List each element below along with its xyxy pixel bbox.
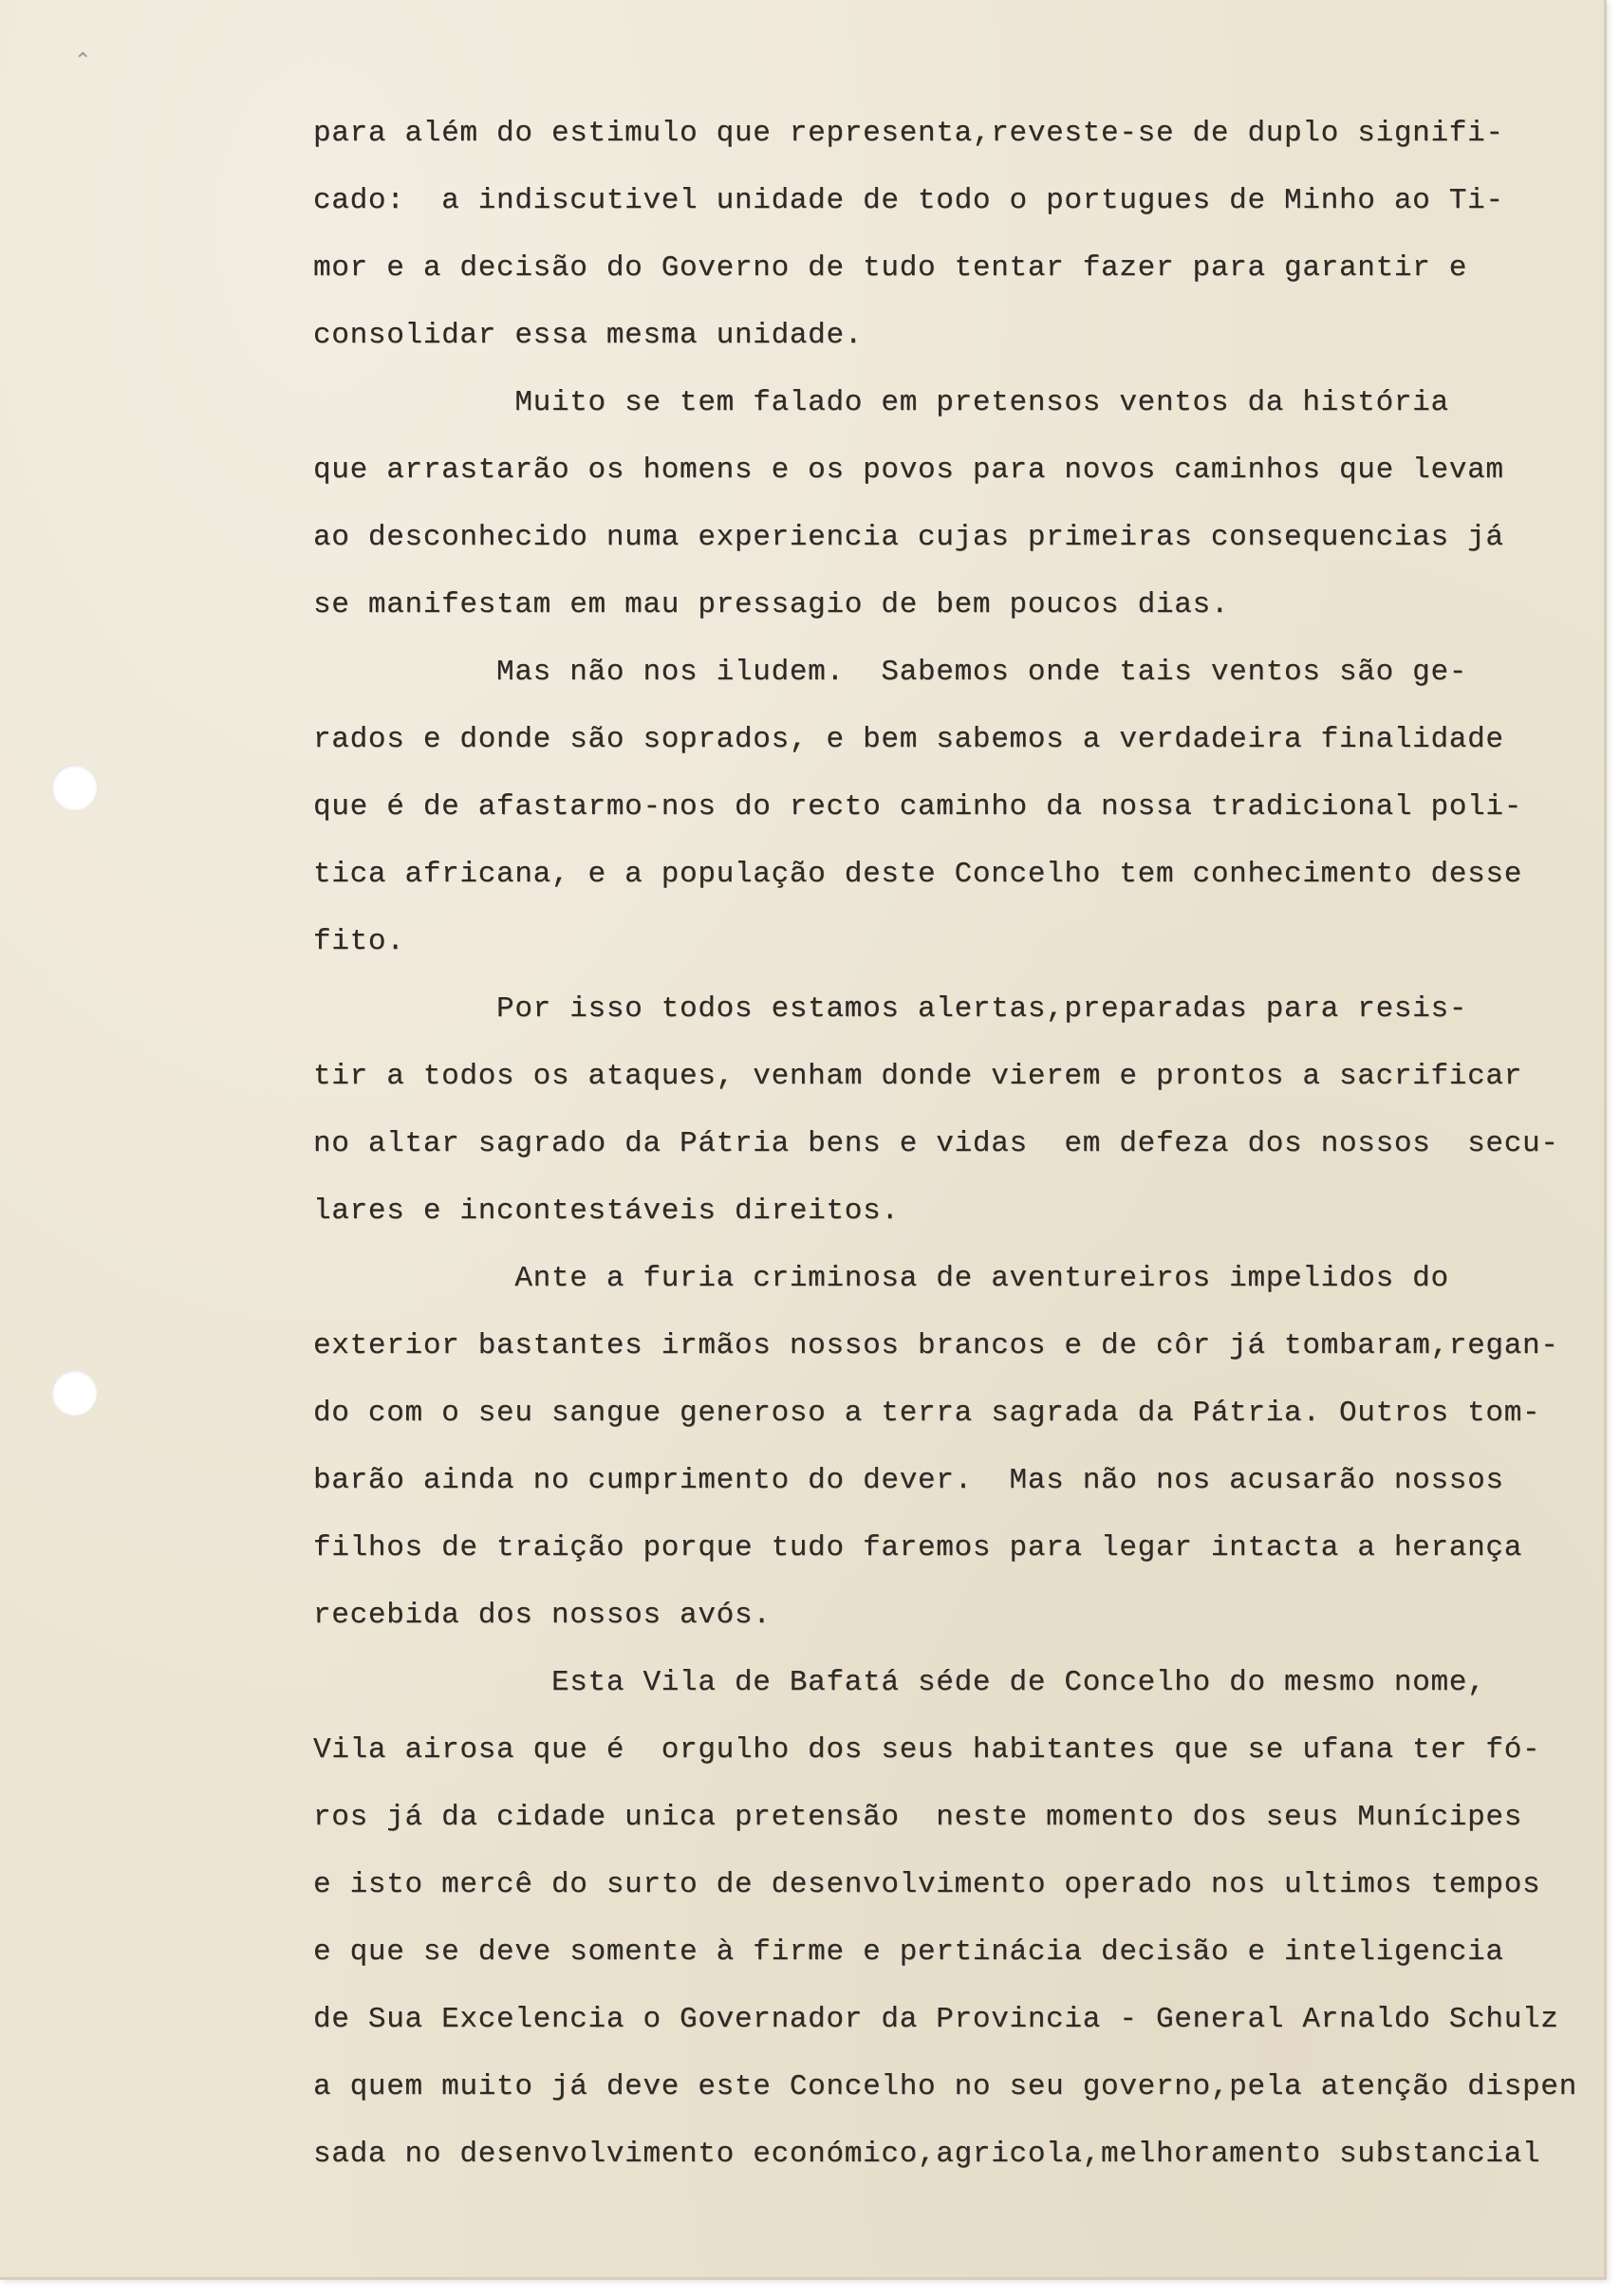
text-line-6: que arrastarão os homens e os povos para novos caminhos que levam [313, 454, 1504, 487]
text-line-2: cado: a indiscutivel unidade de todo o portugues de Minho ao Ti- [313, 184, 1504, 217]
text-line-11: que é de afastarmo-nos do recto caminho da nossa tradicional poli- [313, 790, 1522, 824]
text-line-24: Esta Vila de Bafatá séde de Concelho do mesmo nome, [313, 1666, 1486, 1699]
text-line-14: Por isso todos estamos alertas,preparadas para resis- [313, 992, 1468, 1026]
text-line-31: sada no desenvolvimento económico,agricola,melhoramento substancial [313, 2138, 1541, 2171]
text-line-4: consolidar essa mesma unidade. [313, 319, 864, 352]
text-line-8: se manifestam em mau pressagio de bem poucos dias. [313, 588, 1230, 621]
text-line-9: Mas não nos iludem. Sabemos onde tais ventos são ge- [313, 656, 1468, 689]
text-line-7: ao desconhecido numa experiencia cujas primeiras consequencias já [313, 521, 1504, 554]
text-line-10: rados e donde são soprados, e bem sabemos a verdadeira finalidade [313, 723, 1504, 756]
text-line-3: mor e a decisão do Governo de tudo tentar fazer para garantir e [313, 251, 1468, 285]
text-line-13: fito. [313, 925, 405, 958]
text-line-25: Vila airosa que é orgulho dos seus habitantes que se ufana ter fó- [313, 1733, 1541, 1767]
text-line-30: a quem muito já deve este Concelho no seu governo,pela atenção dispen [313, 2070, 1577, 2103]
text-line-16: no altar sagrado da Pátria bens e vidas em defeza dos nossos secu- [313, 1127, 1559, 1160]
punch-hole-upper [51, 765, 97, 810]
punch-hole-lower [51, 1370, 97, 1416]
text-line-19: exterior bastantes irmãos nossos brancos e de côr já tombaram,regan- [313, 1329, 1559, 1362]
text-line-12: tica africana, e a população deste Concelho tem conhecimento desse [313, 858, 1522, 891]
text-line-23: recebida dos nossos avós. [313, 1599, 772, 1632]
text-line-15: tir a todos os ataques, venham donde vierem e prontos a sacrificar [313, 1060, 1522, 1093]
text-line-27: e isto mercê do surto de desenvolvimento operado nos ultimos tempos [313, 1868, 1541, 1901]
document-body [313, 100, 1585, 2188]
text-line-1: para além do estimulo que representa,reveste-se de duplo signifi- [313, 117, 1504, 150]
text-line-26: ros já da cidade unica pretensão neste momento dos seus Munícipes [313, 1801, 1522, 1834]
text-line-18: Ante a furia criminosa de aventureiros impelidos do [313, 1262, 1449, 1295]
text-line-28: e que se deve somente à firme e pertinácia decisão e inteligencia [313, 1935, 1504, 1969]
text-line-21: barão ainda no cumprimento do dever. Mas não nos acusarão nossos [313, 1464, 1504, 1497]
pencil-mark-icon: ⌃ [74, 49, 92, 73]
text-line-20: do com o seu sangue generoso a terra sagrada da Pátria. Outros tom- [313, 1397, 1541, 1430]
text-line-5: Muito se tem falado em pretensos ventos da história [313, 386, 1449, 419]
text-line-22: filhos de traição porque tudo faremos para legar intacta a herança [313, 1531, 1522, 1565]
text-line-17: lares e incontestáveis direitos. [313, 1194, 900, 1228]
text-line-29: de Sua Excelencia o Governador da Provincia - General Arnaldo Schulz [313, 2003, 1559, 2036]
